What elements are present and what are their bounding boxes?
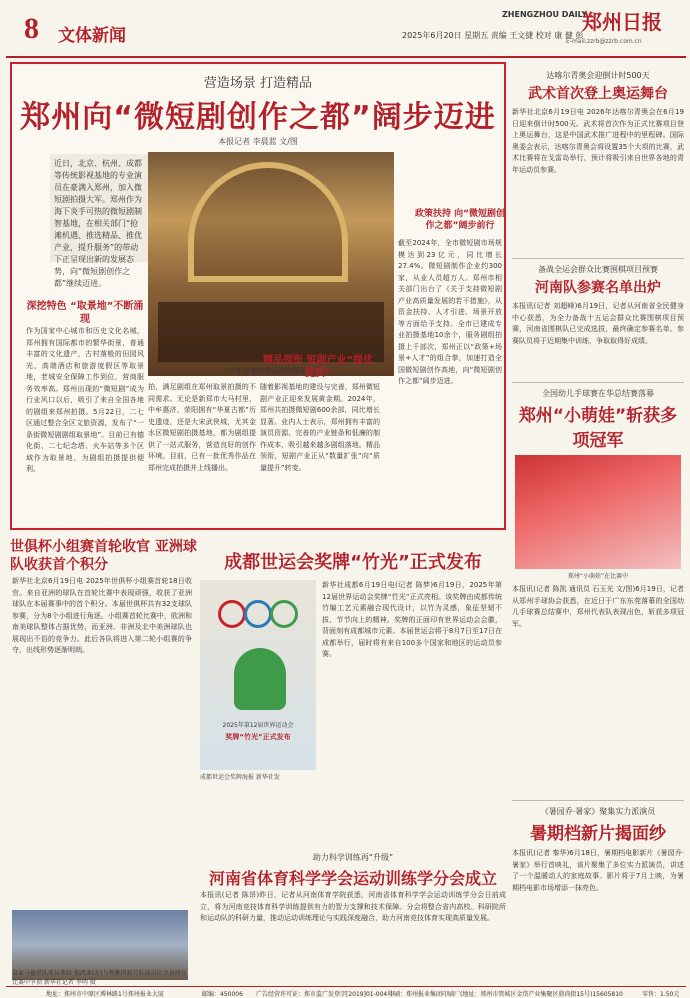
right-divider-3 [512, 800, 684, 801]
right-divider-2 [512, 382, 684, 383]
middle-photo-caption: 成都世运会奖牌海报 新华社发 [200, 774, 280, 781]
poster-line-1: 2025年第12届世界运动会 [222, 722, 294, 729]
right-block-3 [512, 388, 684, 784]
poster-mascot-shape [234, 648, 286, 710]
right-b3-kicker: 全国幼儿手球赛在华总结赛落幕 [542, 389, 654, 398]
paper-name-en: ZHENGZHOU DAILY [502, 10, 588, 19]
poster-ring-shape [218, 600, 246, 628]
right-b3-text: 本报讯(记者 陈凯 通讯员 石玉光 文/图)6月19日，记者从郑州手球协会获悉，在近日于广东东莞落幕的全国幼儿手球赛总结赛中，郑州代表队表现出色，斩获多项冠军。 [512, 585, 684, 628]
right-b1-text: 新华社北京6月19日电 2026年达喀尔青奥会在6月19日迎来倒计时500天。武术将首次作为正式比赛项目登上奥运舞台，这是中国武术推广进程中的里程碑。国际奥委会表示，达喀尔青奥会将设置35个大项的比赛，武术比赛将在戈雷岛举行，预计将吸引来自世界各地的青年运动员参赛。 [512, 108, 684, 174]
middle-headline: 成都世运会奖牌“竹光”正式发布 [224, 552, 482, 573]
lower-left-caption: 皇家马德里队球员弗拉·加西亚(左)与利雅得新月队球员庆幸表情在比赛中争顶 新华社记者 李明 摄 [12, 970, 187, 986]
right-b4-kicker: 《暑园乔·暑家》聚集实力派演员 [540, 807, 656, 816]
middle-text: 新华社成都6月19日电(记者 陈梦)6月19日，2025年第12届世界运动会奖牌“竹光”正式亮相。该奖牌由成都传统竹编工艺元素融合现代设计，以竹为灵感，象征坚韧不拔、节节向上的精神。奖牌的正面印有世界运动会会徽，背面刻有成都城市元素。本届世运会将于8月7日至17日在成都举行，届时将有来自100多个国家和地区的运动员参赛。 [322, 581, 502, 658]
right-block-4 [512, 806, 684, 988]
feature-photo [148, 152, 394, 376]
right-b4-text: 本报讯(记者 秦华)6月18日，暑期档电影新片《暑园乔·暑家》举行首映礼，该片聚集了多位实力派演员，讲述了一个温暖动人的家庭故事。影片将于7月上映，为暑期档电影市场增添一抹亮色。 [512, 849, 684, 892]
right-b2-kicker: 备战全运会群众比赛围棋项目预赛 [538, 265, 658, 274]
feature-col-2: 拍，满足剧组在郑州取景拍摄的不同需求。无论是新郑市大马村里，中牟惠济，荥阳拥有“华夏古都”历史遗迹，还是大宋武侠城，尤其金水区微短剧拍摄基地，都为剧组提供了一站式服务，营造良好的创作环境。目前，已有一批优秀作品在郑州完成拍摄并上线播出。 [148, 383, 256, 472]
right-block-2 [512, 264, 684, 381]
footer-postcode: 邮编：450006 [202, 991, 243, 998]
right-b2-text: 本报讯(记者 刘超峰)6月19日，记者从河南省全民健身中心获悉，为全力备战十五运会群众比赛围棋项目预赛，河南省围棋队已完成选拔，最终确定参赛名单。参赛队员将于近期集中训练，争取取得好成绩。 [512, 302, 684, 345]
feature-kicker: 营造场景 打造精品 [203, 76, 313, 91]
middle-poster [200, 580, 316, 770]
footer-price: 零售：1.50元 [642, 991, 680, 998]
section-title: 文体新闻 [58, 26, 126, 46]
feature-photo-caption: 大志影视基地微短剧拍摄现场 [222, 367, 313, 375]
right-divider-1 [512, 258, 684, 259]
photo-arch-shape [188, 162, 348, 282]
bottom-headline: 河南省体育科学学会运动训练学分会成立 [208, 869, 497, 888]
bottom-text: 本报讯(记者 陈昂)昨日，记者从河南体育学院获悉，河南省体育科学学会运动训练学分会日前成立，将为河南竞技体育科学训练提供有力的智力支撑和技术保障。分会将整合省内高校、科研院所和运动队的科研力量，推动运动训练理论与实践深度融合，助力河南竞技体育实现高质量发展。 [200, 891, 506, 922]
paper-logo: 郑州日报 [582, 10, 662, 34]
right-b1-title: 武术首次登上奥运舞台 [528, 86, 668, 102]
poster-ring-shape [244, 600, 272, 628]
feature-article [10, 62, 506, 530]
feature-subhead-1: 深挖特色 “取景地”不断涌现 [26, 301, 144, 325]
right-block-1 [512, 70, 684, 247]
feature-byline: 本报记者 李晨蓝 文/图 [218, 137, 298, 146]
page-number: 8 [24, 12, 39, 45]
header-email: E-mail:zzrb@zzrb.com.cn [566, 38, 642, 45]
poster-line-2: 奖牌“竹光”正式发布 [225, 733, 291, 741]
bottom-kicker: 助力科学训练再“升级” [312, 853, 394, 862]
feature-col-3: 随着影视基地的建设与完善，郑州微短剧产业正迎来发展黄金期。2024年，郑州共拍摄微短剧600余部，同比增长显著。业内人士表示，郑州拥有丰富的演员资源、完善的产业链条和低廉的制作成本，吸引越来越多剧组落地。精品领衔，短剧产业正从“数量扩张”向“质量提升”转变。 [260, 383, 380, 472]
feature-headline: 郑州向“微短剧创作之都”阔步迈进 [20, 100, 496, 135]
feature-subhead-2: 精品领衔 短剧产业“提优提质” [262, 355, 374, 379]
feature-col-4: 截至2024年，全市微短剧市场规模达到23亿元，同比增长27.4%。微短剧制作企业约300家，从业人员超万人。郑州市相关部门出台了《关于支持微短剧产业高质量发展的若干措施》，从资金扶持、人才引进、场景开放等方面给予支持。全市已建成专业拍摄基地10余个，服务剧组拍摄上千部次，郑州正以“政策+场景+人才”的组合拳，加速打造全国微短剧创作高地，向“微短剧创作之都”阔步迈进。 [398, 239, 502, 385]
right-b3-title: 郑州“小萌娃”斩获多项冠军 [518, 406, 678, 451]
footer-printer: 印刷：郑州报业集团印刷厂(地址：郑州市管城区金岱产业集聚区鼎尚街15号)15605810 [388, 991, 623, 998]
lower-left-headline: 世俱杯小组赛首轮收官 亚洲球队收获首个积分 [10, 539, 197, 573]
header-date: 2025年6月20日 星期五 责编 王文捷 校对 康 健 彭 [402, 31, 584, 40]
feature-col-1: 作为国家中心城市和历史文化名城，郑州拥有国际都市的繁华街景，普通丰富的文化遗产，古村落般的田园风光，高端酒店和旅游度假区等取景地，老城安全保障工作到位，营商服务效率高。郑州出现的“微短剧”成为行业风口以后，吸引了来自全国各地的剧组来郑州拍摄。5月22日，二七区通过整合全区文旅资源，发布了“一条街微短剧剧组取景地”。目前已有德化街、二七纪念塔、火车站等多个区域作为取景地，为剧组拍摄提供便利。 [26, 327, 144, 473]
footer-address: 地址：郑州市中原区博林路1号郑州报业大厦 [46, 991, 164, 998]
feature-side-heading: 政策扶持 向“微短剧创作之都”阔步前行 [414, 209, 506, 231]
poster-ring-shape [270, 600, 298, 628]
right-b2-title: 河南队参赛名单出炉 [535, 280, 661, 296]
footer-license: 广告经营许可证：郑市监广发登字[2019]01-004号 [256, 991, 394, 998]
lower-left-text: 新华社北京6月19日电 2025年世俱杯小组赛首轮18日收官。来自亚洲的球队在首轮比赛中表现顽强，收获了亚洲球队在本届赛事中的首个积分。本届世俱杯共有32支球队参赛，分为8个小组进行角逐。小组赛首轮比赛中，欧洲和南美球队整体占据优势，而亚洲、非洲及北中美洲球队也展现出不俗的竞争力。此后各队将进入第二轮小组赛的争夺，出线形势逐渐明朗。 [12, 577, 192, 654]
page-footer [6, 986, 686, 998]
feature-lead: 近日，北京、杭州、成都等传统影视基地的专业演员在豪满入郑州，加入微短剧拍摄大军。郑州作为海下炎手可热的微短剧制智基地，在相关部门“抢滩机遇、推选精品、推优产业，提升服务”的带动下正呈现出新的发展态势，向“微短剧创作之都”继续迈进。 [50, 154, 148, 262]
right-b3-photo [515, 455, 681, 569]
right-b4-title: 暑期档新片揭面纱 [530, 824, 666, 844]
page-header [6, 4, 686, 58]
right-b1-kicker: 达喀尔青奥会迎倒计时500天 [546, 71, 650, 80]
photo-stage-shape [158, 302, 384, 362]
right-b3-caption: 郑州“小萌娃”在比赛中 [567, 573, 629, 580]
